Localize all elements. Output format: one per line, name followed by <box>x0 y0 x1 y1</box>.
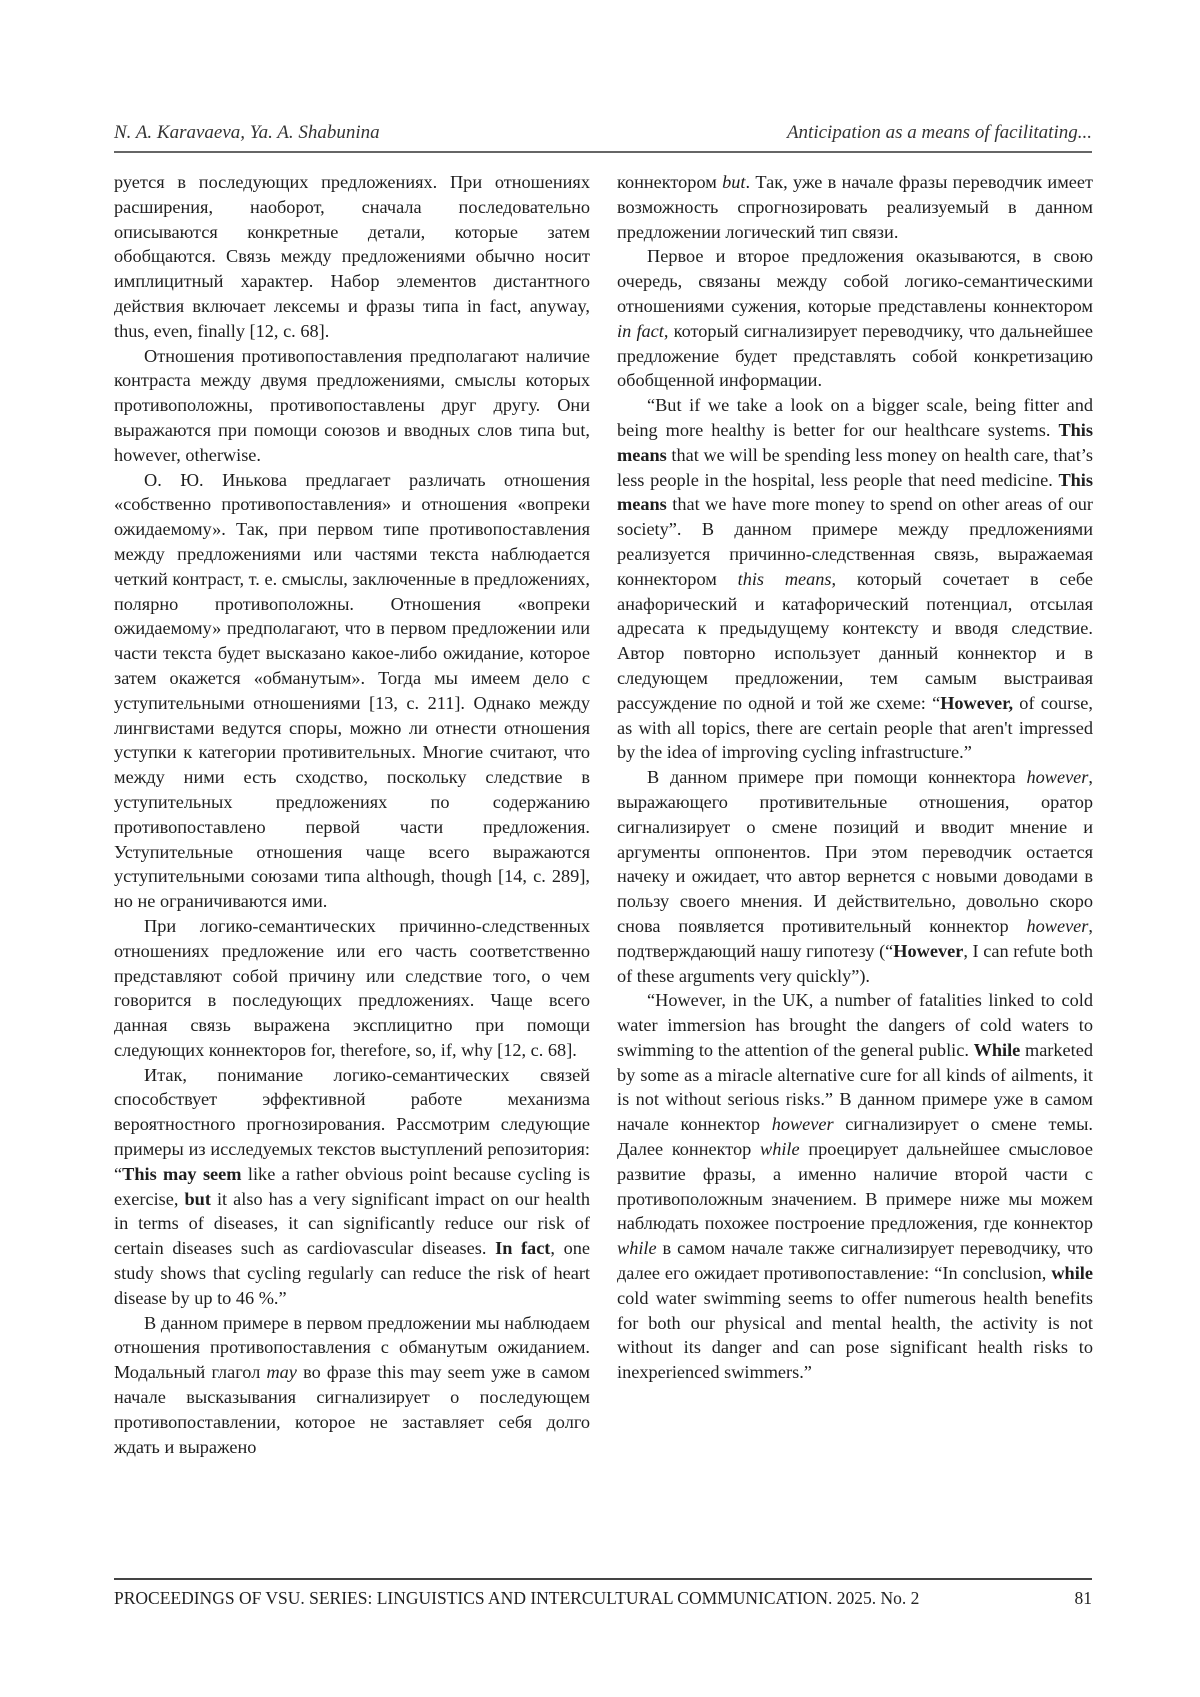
running-header-authors: N. A. Karavaeva, Ya. A. Shabunina <box>114 122 380 144</box>
italic-text: however <box>772 1114 834 1134</box>
bold-text: In fact <box>495 1238 550 1258</box>
right-text-column <box>617 170 1093 1385</box>
bold-text: However, <box>940 693 1013 713</box>
bold-text: This means <box>617 470 1093 515</box>
text-segment: cold water swimming seems to offer numerous health benefits for both our physical and mental health, the activity is not without its danger and can pose significant health risks to inexperienced swimmers.” <box>617 1288 1093 1382</box>
text-segment: marketed by some as a miracle alternative cure for all kinds of ailments, it is not without serious risks.” В данном примере уже в самом начале коннектор <box>617 1040 1093 1134</box>
text-segment: . Так, уже в начале фразы переводчик имеет возможность спрогнозировать реализуемый в данном предложении логический тип связи. <box>617 172 1093 242</box>
text-segment: Отношения противопоставления предполагают наличие контраста между двумя предложениями, смыслы которых противоположны, противопоставлены друг другу. Они выражаются при помощи союзов и вводных слов типа but, however, otherwise. <box>114 346 590 465</box>
text-segment: of course, as with all topics, there are certain people that aren't impressed by the idea of improving cycling infrastructure.” <box>617 693 1093 763</box>
paragraph <box>114 914 590 1063</box>
text-segment: Итак, понимание логико-семантических связей способствует эффективной работе механизма вероятностного прогнозирования. Рассмотрим следующие примеры из исследуемых текстов выступлений репозитория: “ <box>114 1065 590 1184</box>
bold-text: while <box>1051 1263 1093 1283</box>
italic-text: while <box>617 1238 657 1258</box>
italic-text: however <box>1026 916 1088 936</box>
text-segment: it also has a very significant impact on our health in terms of diseases, it can significantly reduce our risk of certain diseases such as cardiovascular diseases. <box>114 1189 590 1259</box>
paragraph <box>617 393 1093 765</box>
page-number: 81 <box>1075 1588 1093 1609</box>
text-segment: , который сигнализирует переводчику, что дальнейшее предложение будет представлять собой конкретизацию обобщенной информации. <box>617 321 1093 391</box>
journal-name: PROCEEDINGS OF VSU. SERIES: LINGUISTICS AND INTERCULTURAL COMMUNICATION. 2025. No. 2 <box>114 1588 919 1609</box>
paragraph <box>114 1063 590 1311</box>
paragraph <box>617 988 1093 1385</box>
text-segment: О. Ю. Инькова предлагает различать отношения «собственно противопоставления» и отношения «вопреки ожидаемому». Так, при первом типе противопоставления между предложениями или частями текста наблюдается четкий контраст, т. е. смыслы, заключенные в предложениях, полярно противоположны. Отношения «вопреки ожидаемому» предполагают, что в первом предложении или части текста будет высказано какое-либо ожидание, которое затем окажется «обманутым». Тогда мы имеем дело с уступительными отношениями [13, с. 211]. Однако между лингвистами ведутся споры, можно ли отнести отношения уступки к категории противительных. Многие считают, что между ними есть сходство, поскольку следствие в уступительных предложениях по содержанию противопоставлено первой части предложения. Уступительные отношения чаще всего выражаются уступительными союзами типа although, though [14, с. 289], но не ограничиваются ими. <box>114 470 590 912</box>
italic-text: while <box>760 1139 800 1159</box>
text-segment: “However, in the UK, a number of fatalities linked to cold water immersion has brought the dangers of cold waters to swimming to the attention of the general public. <box>617 990 1093 1060</box>
italic-text: may <box>266 1362 296 1382</box>
header-divider <box>114 151 1092 153</box>
text-segment: , подтверждающий нашу гипотезу (“ <box>617 916 1093 961</box>
paragraph <box>114 170 590 344</box>
paragraph <box>114 468 590 914</box>
bold-text: This means <box>617 420 1093 465</box>
italic-text: however <box>1026 767 1088 787</box>
text-segment: that we will be spending less money on health care, that’s less people in the hospital, less people that need medicine. <box>617 445 1093 490</box>
paragraph <box>617 765 1093 988</box>
text-segment: , one study shows that cycling regularly can reduce the risk of heart disease by up to 46 %.” <box>114 1238 590 1308</box>
text-segment: В данном примере в первом предложении мы наблюдаем отношения противопоставления с обманутым ожиданием. Модальный глагол <box>114 1313 590 1383</box>
text-segment: like a rather obvious point because cycling is exercise, <box>114 1164 590 1209</box>
text-segment: во фразе this may seem уже в самом начале высказывания сигнализирует о последующем противопоставлении, которое не заставляет себя долго ждать и выражено <box>114 1362 590 1456</box>
paragraph <box>114 344 590 468</box>
text-segment: сигнализирует о смене темы. Далее коннектор <box>617 1114 1093 1159</box>
bold-text: However <box>893 941 963 961</box>
left-text-column <box>114 170 590 1459</box>
text-segment: Первое и второе предложения оказываются, в свою очередь, связаны между собой логико-семантическими отношениями сужения, которые представлены коннектором <box>617 246 1093 316</box>
running-header-title: Anticipation as a means of facilitating... <box>787 122 1092 144</box>
paragraph <box>617 170 1093 244</box>
italic-text: but <box>722 172 745 192</box>
text-segment: проецирует дальнейшее смысловое развитие фразы, а именно наличие второй части с противоположным значением. В примере ниже мы можем наблюдать похожее построение предложения, где коннектор <box>617 1139 1093 1233</box>
bold-text: While <box>974 1040 1021 1060</box>
text-segment: “But if we take a look on a bigger scale, being fitter and being more healthy is better for our healthcare systems. <box>617 395 1093 440</box>
paragraph <box>617 244 1093 393</box>
text-segment: В данном примере при помощи коннектора <box>647 767 1026 787</box>
italic-text: this means <box>738 569 832 589</box>
bold-text: but <box>184 1189 210 1209</box>
text-segment: руется в последующих предложениях. При отношениях расширения, наоборот, сначала последовательно описываются конкретные детали, которые затем обобщаются. Связь между предложениями обычно носит имплицитный характер. Набор элементов дистантного действия включает лексемы и фразы типа in fact, anyway, thus, even, finally [12, с. 68]. <box>114 172 590 341</box>
text-segment: , который сочетает в себе анафорический и катафорический потенциал, отсылая адресата к предыдущему контексту и вводя следствие. Автор повторно использует данный коннектор и в следующем предложении, тем самым выстраивая рассуждение по одной и той же схеме: “ <box>617 569 1093 713</box>
text-segment: коннектором <box>617 172 722 192</box>
page-footer <box>114 1588 1092 1609</box>
paragraph <box>114 1311 590 1460</box>
text-segment: , I can refute both of these arguments very quickly”). <box>617 941 1093 986</box>
text-segment: that we have more money to spend on other areas of our society”. В данном примере между предложениями реализуется причинно-следственная связь, выражаемая коннектором <box>617 494 1093 588</box>
bold-text: This may seem <box>122 1164 241 1184</box>
footer-divider <box>114 1578 1092 1580</box>
text-segment: в самом начале также сигнализирует переводчику, что далее его ожидает противопоставление: “In conclusion, <box>617 1238 1093 1283</box>
text-segment: , выражающего противительные отношения, оратор сигнализирует о смене позиций и вводит мнение и аргументы оппонентов. При этом переводчик остается начеку и ожидает, что автор вернется с новыми доводами в пользу своего мнения. И действительно, довольно скоро снова появляется противительный коннектор <box>617 767 1093 936</box>
text-segment: При логико-семантических причинно-следственных отношениях предложение или его часть соответственно представляют собой причину или следствие того, о чем говорится в последующих предложениях. Чаще всего данная связь выражена эксплицитно при помощи следующих коннекторов for, therefore, so, if, why [12, с. 68]. <box>114 916 590 1060</box>
italic-text: in fact <box>617 321 664 341</box>
